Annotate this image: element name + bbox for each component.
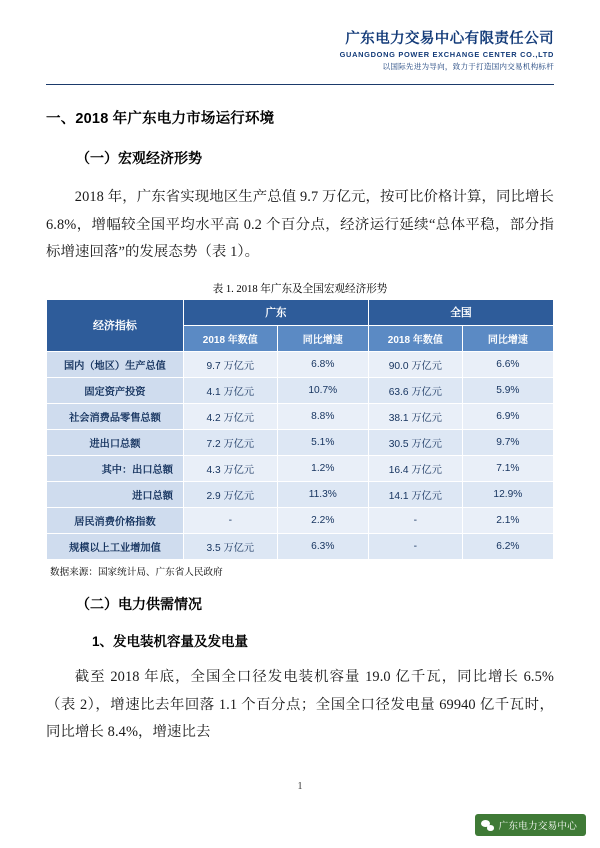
- company-slogan: 以国际先进为导向，致力于打造国内交易机构标杆: [382, 62, 554, 72]
- wechat-account-name: 广东电力交易中心: [498, 821, 577, 832]
- company-identity-block: [340, 30, 554, 72]
- cell-national-growth: 2.1%: [462, 507, 553, 533]
- cell-national-value: 90.0 万亿元: [368, 351, 462, 377]
- cell-national-growth: 9.7%: [462, 429, 553, 455]
- table-row: [47, 429, 554, 455]
- cell-gd-value: 4.3 万亿元: [183, 455, 277, 481]
- document-header: [46, 28, 554, 85]
- company-name-cn: 广东电力交易中心有限责任公司: [345, 31, 554, 47]
- cell-gd-growth: 11.3%: [277, 481, 368, 507]
- table-header-national-value: 2018 年数值: [368, 325, 462, 351]
- row-label: 居民消费价格指数: [47, 507, 184, 533]
- cell-national-growth: 6.9%: [462, 403, 553, 429]
- macro-economy-table: [46, 299, 554, 560]
- table-source-note: 数据来源：国家统计局、广东省人民政府: [50, 566, 223, 578]
- cell-gd-value: 7.2 万亿元: [183, 429, 277, 455]
- cell-national-value: -: [368, 533, 462, 559]
- cell-national-value: 63.6 万亿元: [368, 377, 462, 403]
- cell-gd-growth: 2.2%: [277, 507, 368, 533]
- table-header-gd-value: 2018 年数值: [183, 325, 277, 351]
- cell-gd-value: 4.2 万亿元: [183, 403, 277, 429]
- cell-gd-value: 3.5 万亿元: [183, 533, 277, 559]
- cell-national-growth: 5.9%: [462, 377, 553, 403]
- table-caption: 表 1. 2018 年广东及全国宏观经济形势: [212, 283, 388, 295]
- subsection-title-macro-economy: （一）宏观经济形势: [76, 150, 202, 166]
- table-header-metric: 经济指标: [47, 299, 184, 351]
- table-header-national: 全国: [368, 299, 553, 325]
- cell-national-value: 38.1 万亿元: [368, 403, 462, 429]
- cell-national-growth: 6.2%: [462, 533, 553, 559]
- table-row: [47, 377, 554, 403]
- page-number: 1: [297, 781, 303, 792]
- subsection-title-power-supply: （二）电力供需情况: [76, 595, 202, 612]
- table-header-guangdong: 广东: [183, 299, 368, 325]
- table-row: [47, 351, 554, 377]
- table-row: [47, 481, 554, 507]
- row-label: 进出口总额: [47, 429, 184, 455]
- table-header-row-top: [47, 299, 554, 325]
- cell-national-growth: 12.9%: [462, 481, 553, 507]
- cell-gd-value: 2.9 万亿元: [183, 481, 277, 507]
- row-label: 固定资产投资: [47, 377, 184, 403]
- row-label: 社会消费品零售总额: [47, 403, 184, 429]
- table-row: [47, 533, 554, 559]
- row-label: 进口总额: [47, 481, 184, 507]
- cell-gd-growth: 5.1%: [277, 429, 368, 455]
- table-header-gd-growth: 同比增速: [277, 325, 368, 351]
- cell-gd-value: 9.7 万亿元: [183, 351, 277, 377]
- cell-gd-value: 4.1 万亿元: [183, 377, 277, 403]
- section-title: 一、2018 年广东电力市场运行环境: [46, 111, 275, 127]
- company-name-en: GUANGDONG POWER EXCHANGE CENTER CO.,LTD: [339, 50, 554, 60]
- cell-gd-growth: 6.8%: [277, 351, 368, 377]
- wechat-account-badge: [475, 814, 586, 836]
- cell-gd-value: -: [183, 507, 277, 533]
- cell-gd-growth: 8.8%: [277, 403, 368, 429]
- cell-gd-growth: 10.7%: [277, 377, 368, 403]
- wechat-icon: [481, 820, 494, 831]
- cell-gd-growth: 6.3%: [277, 533, 368, 559]
- paragraph-capacity: 截至 2018 年底，全国全口径发电装机容量 19.0 亿千瓦，同比增长 6.5%（表 2），增速比去年回落 1.1 个百分点；全国全口径发电量 69940 亿千瓦时，同比增长 8.4%，增速比去: [46, 668, 554, 741]
- subsubsection-title-capacity: 1、发电装机容量及发电量: [92, 633, 249, 649]
- table-row: [47, 455, 554, 481]
- cell-gd-growth: 1.2%: [277, 455, 368, 481]
- cell-national-value: 14.1 万亿元: [368, 481, 462, 507]
- cell-national-growth: 6.6%: [462, 351, 553, 377]
- table-row: [47, 507, 554, 533]
- row-label: 国内（地区）生产总值: [47, 351, 184, 377]
- row-label: 其中：出口总额: [47, 455, 184, 481]
- row-label: 规模以上工业增加值: [47, 533, 184, 559]
- paragraph-macro-economy: 2018 年，广东省实现地区生产总值 9.7 万亿元，按可比价格计算，同比增长 6.8%，增幅较全国平均水平高 0.2 个百分点，经济运行延续“总体平稳，部分指标增速回落”的发展态势（表 1）。: [46, 189, 554, 261]
- cell-national-growth: 7.1%: [462, 455, 553, 481]
- cell-national-value: -: [368, 507, 462, 533]
- table-body: [47, 351, 554, 559]
- cell-national-value: 30.5 万亿元: [368, 429, 462, 455]
- cell-national-value: 16.4 万亿元: [368, 455, 462, 481]
- table-row: [47, 403, 554, 429]
- table-header-national-growth: 同比增速: [462, 325, 553, 351]
